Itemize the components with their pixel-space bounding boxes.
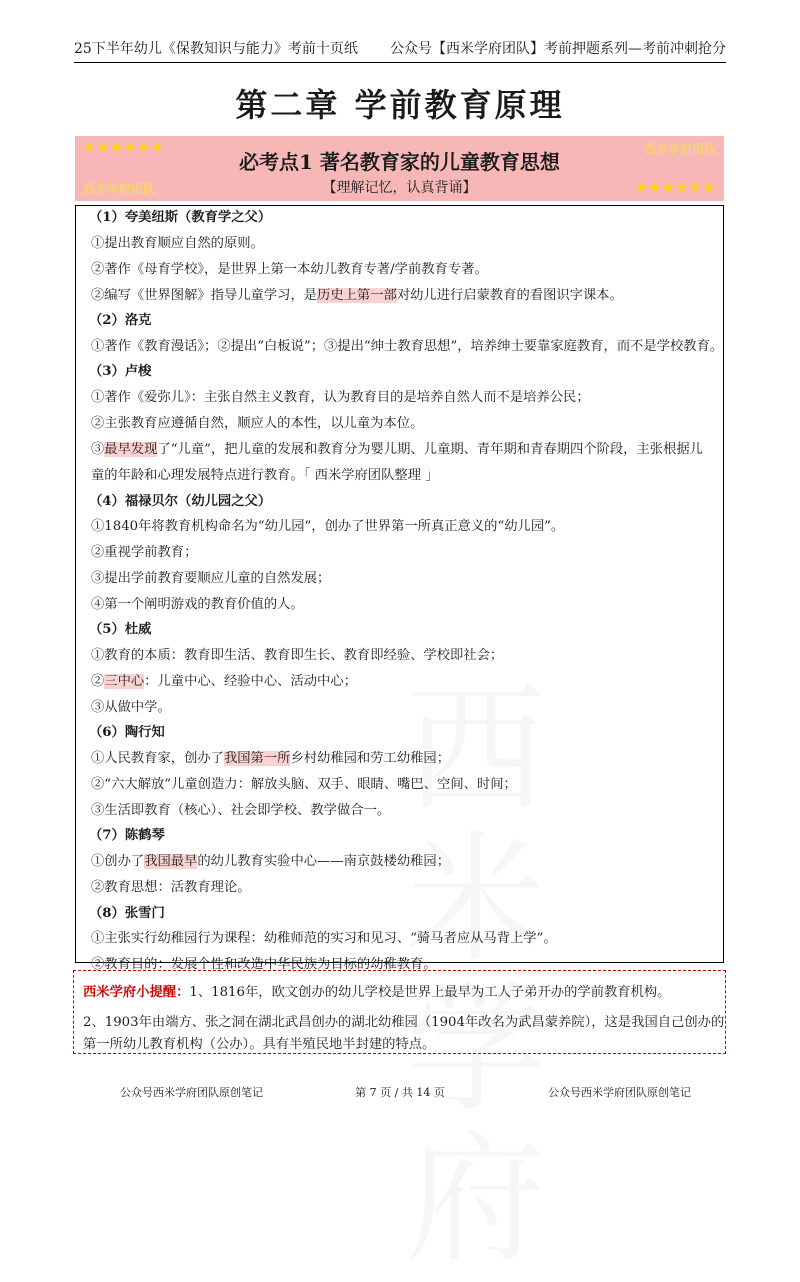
highlighted-text: 最早发现 [104,442,158,457]
footer-page-number: 第 7 页 / 共 14 页 [355,1086,445,1099]
line-text: ③ [91,442,105,457]
banner-watermark-bottom-left: 西米学府团队 [83,182,156,196]
content-line: ③生活即教育（核心）、社会即学校、教学做合一。 [91,803,391,818]
section-heading: （2）洛克 [89,313,152,328]
highlighted-text: 我国第一所 [223,751,291,766]
content-line: ①提出教育顺应自然的原则。 [91,236,264,251]
content-line: ②重视学前教育； [91,545,198,560]
footer-right: 公众号西米学府团队原创笔记 [548,1086,691,1099]
footer-left: 公众号西米学府团队原创笔记 [120,1086,263,1099]
content-line [91,850,450,869]
highlighted-text: 三中心 [104,674,145,689]
content-line: ③提出学前教育要顺应儿童的自然发展； [91,571,331,586]
line-text: ：儿童中心、经验中心、活动中心； [144,674,357,689]
reminder-label: 西米学府小提醒： [83,985,190,1000]
banner-title: 必考点1 著名教育家的儿童教育思想 [239,150,560,174]
line-text: ②编写《世界图解》指导儿童学习，是 [91,288,318,303]
content-line: ①主张实行幼稚园行为课程：幼稚师范的实习和见习、“骑马者应从马背上学”。 [91,931,557,946]
content-line: ②著作《母育学校》，是世界上第一本幼儿教育专著/学前教育专著。 [91,262,488,277]
stars-bottom-right: ★★★★★★ [634,180,716,196]
banner-watermark-top-right: 西米学府团队 [643,142,716,156]
stars-top-left: ★★★★★★ [83,140,165,156]
content-line: ②教育思想：活教育理论。 [91,880,251,895]
content-line [91,747,450,766]
line-text: ② [91,674,105,689]
content-line: ②“六大解放”儿童创造力：解放头脑、双手、眼睛、嘴巴、空间、时间； [91,777,517,792]
content-line: ③从做中学。 [91,700,171,715]
reminder-line-1 [83,981,670,1000]
section-heading: （4）福禄贝尔（幼儿园之父） [89,494,272,509]
content-line [91,284,623,303]
header-right-text: 公众号【西米学府团队】考前押题系列—考前冲刺抢分 [390,41,726,57]
section-heading: （1）夸美纽斯（教育学之父） [89,210,272,225]
highlighted-text: 历史上第一部 [317,288,397,303]
highlighted-text: 我国最早 [144,854,198,869]
section-heading: （7）陈鹤琴 [89,828,165,843]
line-text: 乡村幼稚园和劳工幼稚园； [290,751,451,766]
content-line: ②教育目的：发展个性和改造中华民族为目标的幼稚教育。 [91,957,437,972]
content-line: ④第一个阐明游戏的教育价值的人。 [91,597,304,612]
content-box [75,205,724,972]
line-text: 对幼儿进行启蒙教育的看图识字课本。 [396,288,623,303]
reminder-text-1: 1、1816年，欧文创办的幼儿学校是世界上最早为工人子弟开办的学前教育机构。 [189,985,671,1000]
content-line [91,438,703,457]
section-heading: （6）陶行知 [89,725,165,740]
content-line: ①教育的本质：教育即生活、教育即生长、教育即经验、学校即社会； [91,648,504,663]
content-line [91,670,357,689]
content-line: 童的年龄和心理发展特点进行教育。「 西米学府团队整理 」 [91,468,439,483]
reminder-line-2: 2、1903年由端方、张之洞在湖北武昌创办的湖北幼稚园（1904年改名为武昌蒙养院），这是我国自己创办的 [83,1015,725,1030]
line-text: 的幼儿教育实验中心——南京鼓楼幼稚园； [197,854,451,869]
content-line: ②主张教育应遵循自然，顺应人的本性，以儿童为本位。 [91,416,424,431]
section-heading: （5）杜威 [89,622,152,637]
banner-subtitle: 【理解记忆，认真背诵】 [322,180,477,196]
reminder-box [73,970,726,1054]
line-text: ①创办了 [91,854,145,869]
key-point-banner [75,136,724,201]
line-text: 了“儿童”，把儿童的发展和教育分为婴儿期、儿童期、青年期和青春期四个阶段，主张根据儿 [157,442,703,457]
reminder-line-3: 第一所幼儿教育机构（公办）。具有半殖民地半封建的特点。 [83,1037,436,1052]
line-text: ①人民教育家，创办了 [91,751,224,766]
section-heading: （8）张雪门 [89,906,165,921]
content-line: ①1840年将教育机构命名为“幼儿园”，创办了世界第一所真正意义的“幼儿园”。 [91,519,565,534]
content-line: ①著作《爱弥儿》：主张自然主义教育，认为教育目的是培养自然人而不是培养公民； [91,390,590,405]
page-header [74,36,726,63]
section-heading: （3）卢梭 [89,364,152,379]
header-left-text: 25下半年幼儿《保教知识与能力》考前十页纸 [74,41,358,57]
content-line: ①著作《教育漫话》；②提出“白板说”；③提出“绅士教育思想”，培养绅士要靠家庭教育，而不是学校教育。 [91,339,724,354]
chapter-title: 第二章 学前教育原理 [235,86,565,124]
